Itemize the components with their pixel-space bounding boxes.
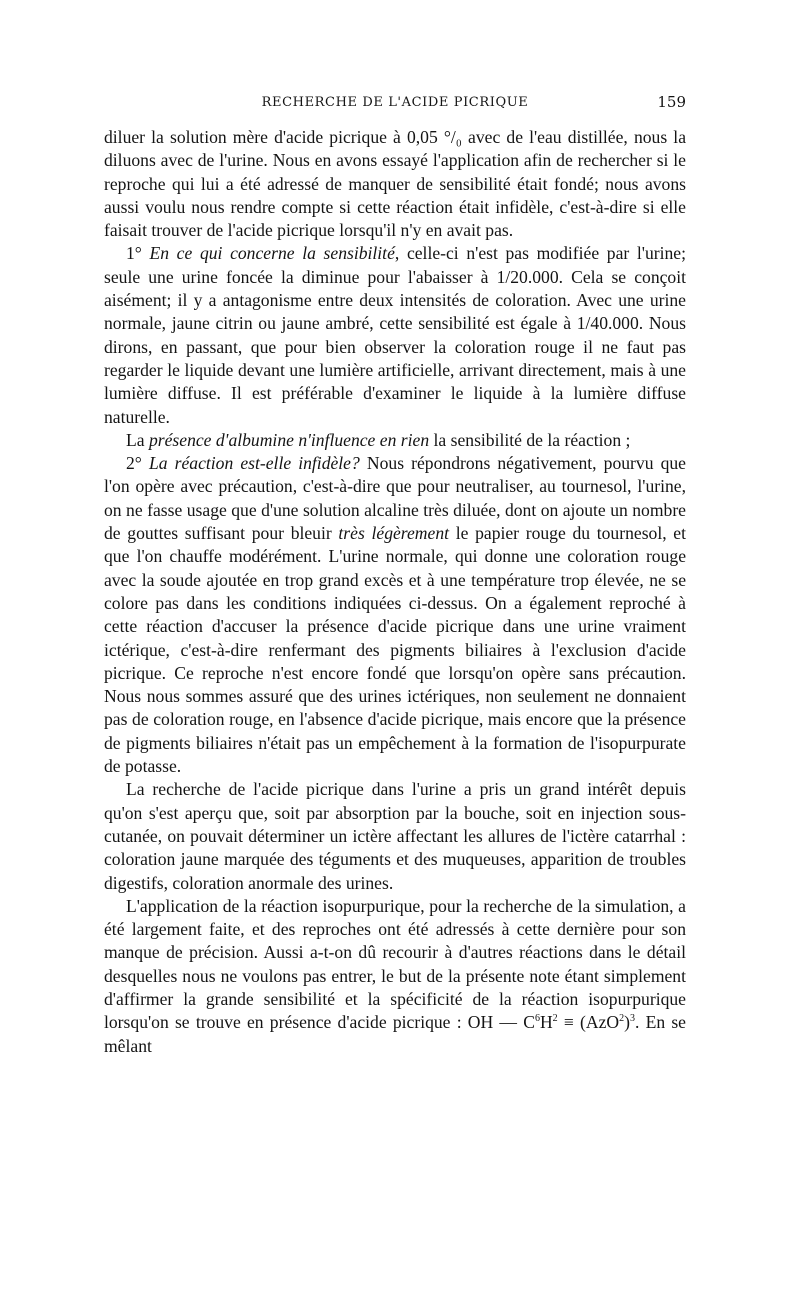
italic-phrase: présence d'albumine n'influence en rien: [148, 429, 430, 450]
italic-phrase: En ce qui concerne la sensibilité: [149, 243, 395, 264]
formula-text: ): [624, 1012, 630, 1033]
paragraph-text: le papier rouge du tournesol, et que l'on chauffe modérément. L'urine normale, qui donne une coloration rouge avec la soude ajoutée en trop grand excès et à une température trop élevée, ne se colore pas dans les conditions indiquées ci-dessus. On a également reproché à cette réaction d'accuser la présence d'acide picrique dans une urine vraiment ictérique, c'est-à-dire renfermant des pigments biliaires à l'exclusion d'acide picrique. Ce reproche n'est encore fondé que lorsqu'on opère sans précaution. Nous nous sommes assuré que des urines ictériques, non seulement ne donnaient pas de coloration rouge, en l'absence d'acide picrique, mais encore que la présence de pigments biliaires n'était pas un empêchement à la formation de l'isopurpurate de potasse.: [104, 523, 687, 777]
formula-superscript: 6: [534, 1013, 540, 1025]
paragraph: [104, 126, 686, 242]
paragraph-text: Nous répondrons négativement, pourvu que l'on opère avec précaution, c'est-à-dire que pour neutraliser, au tournesol, l'urine, on ne fasse usage que d'une solution alcaline très diluée, dont on ajoute un nombre de gouttes suffisant pour bleuir: [104, 453, 686, 544]
item-number: 1°: [126, 243, 150, 264]
paragraph: [104, 429, 686, 452]
paragraph-text: La recherche de l'acide picrique dans l'urine a pris un grand intérêt depuis qu'on s'est aperçu que, soit par absorption par la bouche, soit en injection sous-cutanée, on pouvait déterminer un ictère affectant les allures de l'ictère catarrhal : coloration jaune marquée des téguments et des muqueuses, apparition de troubles digestifs, coloration anormale des urines.: [104, 779, 686, 893]
paragraph: [104, 778, 686, 894]
formula-superscript: 3: [629, 1013, 635, 1025]
formula-text: ≡ (AzO: [557, 1012, 620, 1033]
paragraph: [104, 452, 686, 778]
page-number: 159: [657, 93, 686, 111]
paragraph-text: . En se mêlant: [104, 1012, 686, 1056]
paragraph: [104, 242, 686, 428]
running-title: RECHERCHE DE L'ACIDE PICRIQUE: [261, 95, 529, 110]
italic-phrase: très légèrement: [338, 523, 450, 544]
body-text: [104, 126, 686, 1058]
paragraph-text: la sensibilité de la réaction ;: [429, 429, 631, 450]
paragraph-text: , celle-ci n'est pas modifiée par l'urine; seule une urine foncée la diminue pour l'abaisser à 1/20.000. Cela se conçoit aisément; il y a antagonisme entre deux intensités de coloration. Avec une urine normale, jaune citrin ou jaune ambré, cette sensibilité est égale à 1/40.000. Nous dirons, en passant, que pour bien observer la coloration rouge il ne faut pas regarder le liquide devant une lumière artificielle, arrivant directement, mais à une lumière diffuse. Il est préférable d'examiner le liquide à la lumière diffuse naturelle.: [104, 243, 687, 427]
italic-phrase: La réaction est-elle infidèle?: [148, 453, 360, 474]
item-number: 2°: [126, 453, 149, 474]
paragraph-text: La: [126, 429, 149, 450]
paragraph-text: diluer la solution mère d'acide picrique à 0,05 °/₀ avec de l'eau distillée, nous la diluons avec de l'urine. Nous en avons essayé l'application afin de rechercher si le reproche qui lui a été adressé de manquer de sensibilité était fondé; nous avons aussi voulu nous rendre compte si cette réaction était infidèle, c'est-à-dire si elle faisait trouver de l'acide picrique lorsqu'il n'y en avait pas.: [104, 127, 686, 241]
formula-text: H: [539, 1012, 553, 1033]
page-header: [104, 93, 686, 115]
formula-superscript: 2: [552, 1013, 558, 1025]
paragraph: [104, 895, 686, 1058]
paragraph-text: L'application de la réaction isopurpurique, pour la recherche de la simulation, a été largement faite, et des reproches ont été adressés à cette dernière pour son manque de précision. Aussi a-t-on dû recourir à d'autres réactions dans le détail desquelles nous ne voulons pas entrer, le but de la présente note étant simplement d'affirmer la grande sensibilité et la spécificité de la réaction isopurpurique lorsqu'on se trouve en présence d'acide picrique : OH — C: [104, 895, 686, 1033]
formula-superscript: 2: [619, 1013, 625, 1025]
